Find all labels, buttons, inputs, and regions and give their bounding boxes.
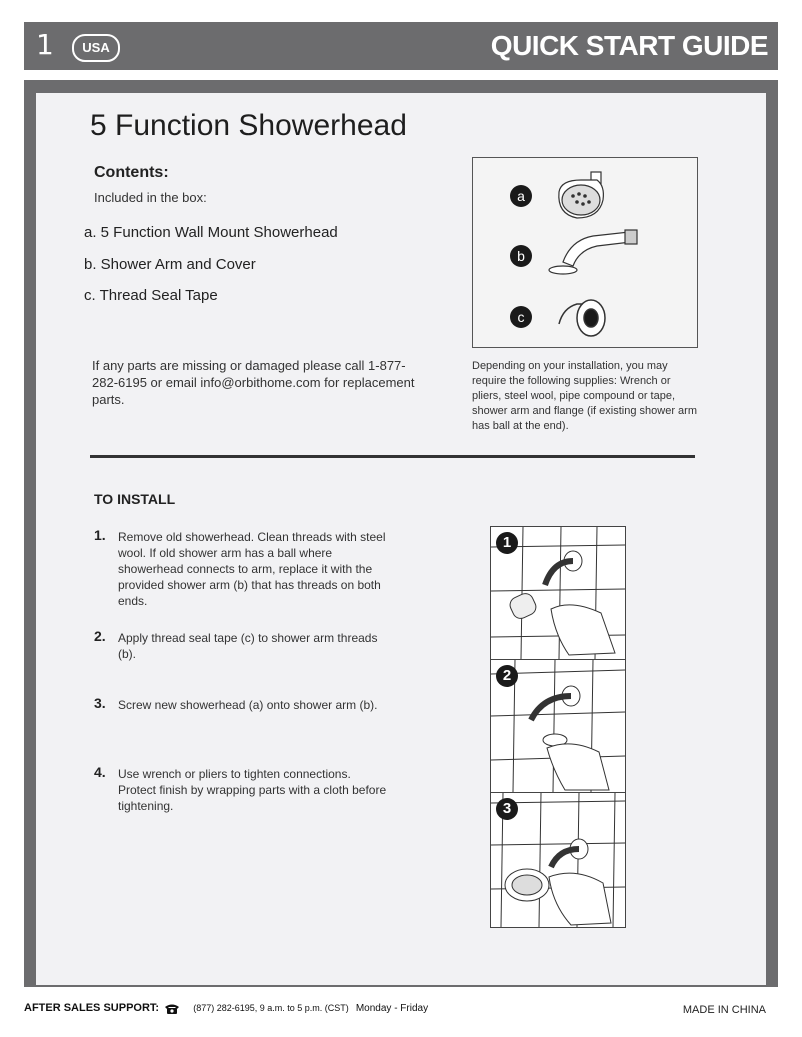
page-number: 1 bbox=[36, 28, 54, 61]
parts-illustration bbox=[473, 158, 697, 347]
page-title: 5 Function Showerhead bbox=[90, 109, 407, 142]
thread-tape-icon bbox=[559, 300, 605, 336]
part-badge-c bbox=[510, 306, 532, 328]
part-badge-label: b bbox=[517, 248, 525, 264]
part-badge-a bbox=[510, 185, 532, 207]
step-text: Apply thread seal tape (c) to shower arm threads (b). bbox=[118, 631, 378, 661]
step-text: Remove old showerhead. Clean threads with steel wool. If old shower arm has a ball where showerhead connects to arm, replace it with the provided shower arm (b) that has threads on both ends. bbox=[118, 530, 386, 608]
step-number: 2. bbox=[94, 628, 106, 644]
step-number: 3. bbox=[94, 695, 106, 711]
install-illustration-1 bbox=[490, 526, 626, 660]
part-badge-label: a bbox=[517, 188, 525, 204]
step-text: Use wrench or pliers to tighten connections. Protect finish by wrapping parts with a cloth before tightening. bbox=[118, 767, 387, 813]
section-divider bbox=[90, 455, 695, 458]
support-label: AFTER SALES SUPPORT: bbox=[24, 1002, 160, 1014]
step-text: Screw new showerhead (a) onto shower arm (b). bbox=[118, 698, 378, 712]
support-hours: (877) 282-6195, 9 a.m. to 5 p.m. (CST) bbox=[193, 1003, 349, 1013]
install-heading: TO INSTALL bbox=[94, 491, 176, 507]
contents-item: a. 5 Function Wall Mount Showerhead bbox=[84, 224, 338, 241]
illustration-badge: 2 bbox=[496, 665, 518, 687]
phone-icon bbox=[164, 1003, 180, 1014]
illustration-badge: 3 bbox=[496, 798, 518, 820]
contact-note: If any parts are missing or damaged please call 1-877-282-6195 or email info@orbithome.com for replacement parts. bbox=[92, 358, 415, 407]
contents-subheading: Included in the box: bbox=[94, 190, 207, 205]
support-days: Monday - Friday bbox=[355, 1003, 429, 1014]
install-illustration-3 bbox=[490, 792, 626, 928]
header-bar bbox=[24, 22, 778, 70]
footer-support bbox=[24, 1002, 428, 1014]
step-number: 4. bbox=[94, 764, 106, 780]
made-in-label: MADE IN CHINA bbox=[682, 1004, 766, 1016]
illustration-badge: 1 bbox=[496, 532, 518, 554]
contents-heading: Contents: bbox=[94, 164, 169, 181]
step-number: 1. bbox=[94, 527, 106, 543]
parts-figure bbox=[472, 157, 698, 348]
contents-item: b. Shower Arm and Cover bbox=[84, 256, 256, 273]
install-illustration-2 bbox=[490, 659, 626, 793]
part-badge-b bbox=[510, 245, 532, 267]
guide-title: QUICK START GUIDE bbox=[490, 30, 768, 61]
showerhead-icon bbox=[559, 172, 604, 218]
shower-arm-icon bbox=[549, 230, 637, 274]
contents-item: c. Thread Seal Tape bbox=[84, 287, 218, 304]
part-badge-label: c bbox=[517, 309, 525, 325]
region-badge: USA bbox=[72, 34, 120, 62]
supplies-note: Depending on your installation, you may require the following supplies: Wrench or pliers, steel wool, pipe compound or tape, shower arm and flange (if existing shower arm has ball at the end). bbox=[472, 360, 697, 432]
